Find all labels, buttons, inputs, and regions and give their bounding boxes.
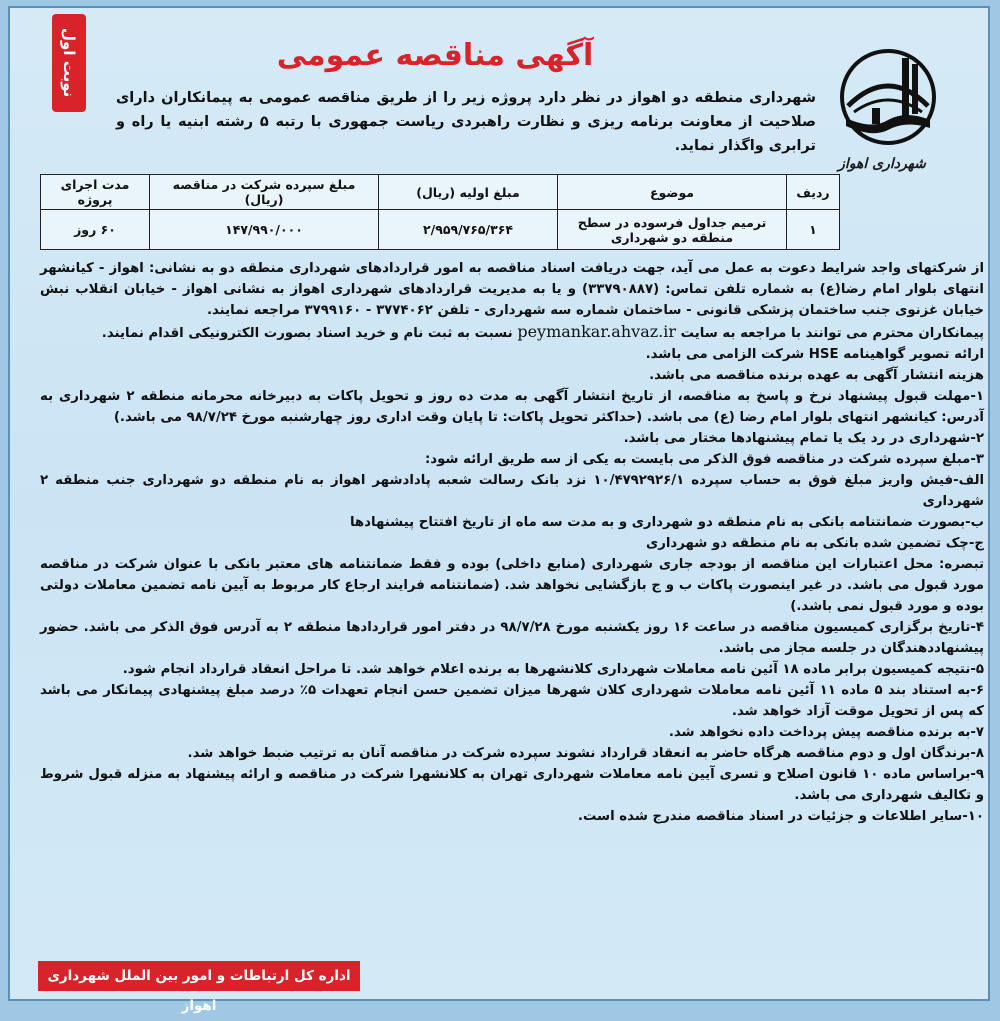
cell-initial-amount: ۲/۹۵۹/۷۶۵/۳۶۴ xyxy=(379,210,558,250)
header-deposit-amount: مبلغ سپرده شرکت در مناقصه (ریال) xyxy=(150,175,379,210)
logo-caption: شهرداری اهواز xyxy=(838,156,926,172)
paragraph-item-7: ۷-به برنده مناقصه پیش پرداخت داده نخواهد شد. xyxy=(668,725,984,740)
paragraph-hse: ارائه تصویر گواهینامه HSE شرکت الزامی می باشد. xyxy=(645,347,984,362)
paragraph-website xyxy=(40,321,984,344)
website-text-after: نسبت به ثبت نام و خرید اسناد بصورت الکترونیکی اقدام نمایند. xyxy=(101,326,513,341)
table-row xyxy=(41,210,840,250)
first-publication-badge: نوبت اول xyxy=(52,14,86,112)
paragraph-item-9: ۹-براساس ماده ۱۰ قانون اصلاح و تسری آیین نامه معاملات شهرداری تهران به کلانشهرا شرکت در مناقصه و ارائه پیشنهاد به منزله قبول شروط و تکالیف شهرداری می باشد. xyxy=(40,767,985,803)
paragraph-ad-cost: هزینه انتشار آگهی به عهده برنده مناقصه می باشد. xyxy=(649,368,984,383)
intro-paragraph: شهرداری منطقه دو اهواز در نظر دارد پروژه زیر را از طریق مناقصه عمومی به پیمانکاران دارای صلاحیت از معاونت برنامه ریزی و نظارت راهبردی ریاست جمهوری با رتبه ۵ رشته ابنیه یا راه و ترابری واگذار نماید. xyxy=(116,90,816,154)
paragraph-item-3c: ج-چک تضمین شده بانکی به نام منطقه دو شهرداری xyxy=(646,536,984,551)
paragraph-item-2: ۲-شهرداری در رد یک یا تمام پیشنهادها مختار می باشد. xyxy=(623,431,984,446)
paragraph-item-10: ۱۰-سایر اطلاعات و جزئیات در اسناد مناقصه مندرج شده است. xyxy=(577,809,984,824)
footer-department-banner: اداره کل ارتباطات و امور بین الملل شهرداری اهواز xyxy=(38,961,360,991)
header-row-number: ردیف xyxy=(787,175,840,210)
notice-title: آگهی مناقصه عمومی xyxy=(276,38,594,73)
paragraph-item-6: ۶-به استناد بند ۵ ماده ۱۱ آئین نامه معاملات شهرداری کلان شهرها میزان تضمین حسن انجام تعهدات ۵٪ درصد مبلغ پیشنهادی پیمانکار می باشد که پس از تحویل موقت آزاد خواهد شد. xyxy=(40,683,984,719)
table-header-row xyxy=(41,175,840,210)
paragraph-document-address: از شرکتهای واجد شرایط دعوت به عمل می آید، جهت دریافت اسناد مناقصه به امور قراردادهای شهرداری منطقه دو به نشانی: اهواز - کیانشهر انتهای بلوار امام رضا(ع) به شماره تلفن تماس: (۳۳۷۹۰۸۸۷) و یا به مدیریت قراردادهای شهرداری اهواز به نشانی اهواز - خیابان انقلاب نبش خیابان غزنوی جنب ساختمان پزشکی قانونی - ساختمان شماره سه شهرداری - تلفن ۳۷۷۴۰۶۲ - ۳۷۹۹۱۶۰ مراجعه نمایند. xyxy=(40,261,984,318)
cell-duration: ۶۰ روز xyxy=(41,210,150,250)
notice-sheet xyxy=(8,6,990,1014)
paragraph-item-8: ۸-برندگان اول و دوم مناقصه هرگاه حاضر به انعقاد قرارداد نشوند سپرده شرکت در مناقصه آنان به ترتیب ضبط خواهد شد. xyxy=(187,746,984,761)
paragraph-item-4: ۴-تاریخ برگزاری کمیسیون مناقصه در ساعت ۱۶ روز یکشنبه مورخ ۹۸/۷/۲۸ در دفتر امور قراردادها منطقه ۲ به آدرس فوق الذکر می باشد. حضور پیشنهاددهندگان در جلسه مجاز می باشد. xyxy=(40,620,985,656)
ahvaz-municipality-logo xyxy=(832,48,944,146)
paragraph-item-3a: الف-فیش واریز مبلغ فوق به حساب سپرده ۱۰/۴۷۹۲۹۲۶/۱ نزد بانک رسالت شعبه پادادشهر اهواز به نام منطقه دو شهرداری جنب منطقه ۲ شهرداری xyxy=(40,473,985,509)
paragraph-item-3: ۳-مبلغ سپرده شرکت در مناقصه فوق الذکر می بایست به یکی از سه طریق ارائه شود: xyxy=(424,452,984,467)
header-subject: موضوع xyxy=(558,175,787,210)
website-text-before: پیمانکاران محترم می توانند با مراجعه به سایت xyxy=(680,326,984,341)
paragraph-item-5: ۵-نتیجه کمیسیون برابر ماده ۱۸ آئین نامه معاملات شهرداری کلانشهرها به برنده اعلام خواهد شد. تا مراحل انعقاد قرارداد انجام شود. xyxy=(122,662,984,677)
cell-row-number: ۱ xyxy=(787,210,840,250)
cell-deposit-amount: ۱۴۷/۹۹۰/۰۰۰ xyxy=(150,210,379,250)
project-table xyxy=(40,174,840,250)
website-link[interactable]: peymankar.ahvaz.ir xyxy=(517,322,677,341)
paragraph-item-3b: ب-بصورت ضمانتنامه بانکی به نام منطقه دو شهرداری و به مدت سه ماه از تاریخ افتتاح پیشنهادها xyxy=(349,515,984,530)
notice-body xyxy=(40,258,984,827)
header-initial-amount: مبلغ اولیه (ریال) xyxy=(379,175,558,210)
paragraph-item-1: ۱-مهلت قبول پیشنهاد نرخ و پاسخ به مناقصه، از تاریخ انتشار آگهی به مدت ده روز و تحویل پاکات به دبیرخانه محرمانه منطقه ۲ شهرداری به آدرس: کیانشهر انتهای بلوار امام رضا (ع) می باشد. (حداکثر تحویل پاکات: تا پایان وقت اداری روز چهارشنبه مورخ ۹۸/۷/۲۴ می باشد.) xyxy=(40,389,985,425)
cell-subject: ترمیم جداول فرسوده در سطح منطقه دو شهرداری xyxy=(558,210,787,250)
paragraph-note: تبصره: محل اعتبارات این مناقصه از بودجه جاری شهرداری (منابع داخلی) بوده و فقط ضمانتنامه های معتبر بانکی با عنوان شرکت در مناقصه مورد قبول می باشد. در غیر اینصورت پاکات ب و ج بازگشایی نخواهد شد. (ضمانتنامه فرایند ارجاع کار مربوط به آیین نامه تضمین معاملات دولتی بوده و مورد قبول نمی باشد.) xyxy=(40,557,984,614)
header-duration: مدت اجرای پروژه xyxy=(41,175,150,210)
